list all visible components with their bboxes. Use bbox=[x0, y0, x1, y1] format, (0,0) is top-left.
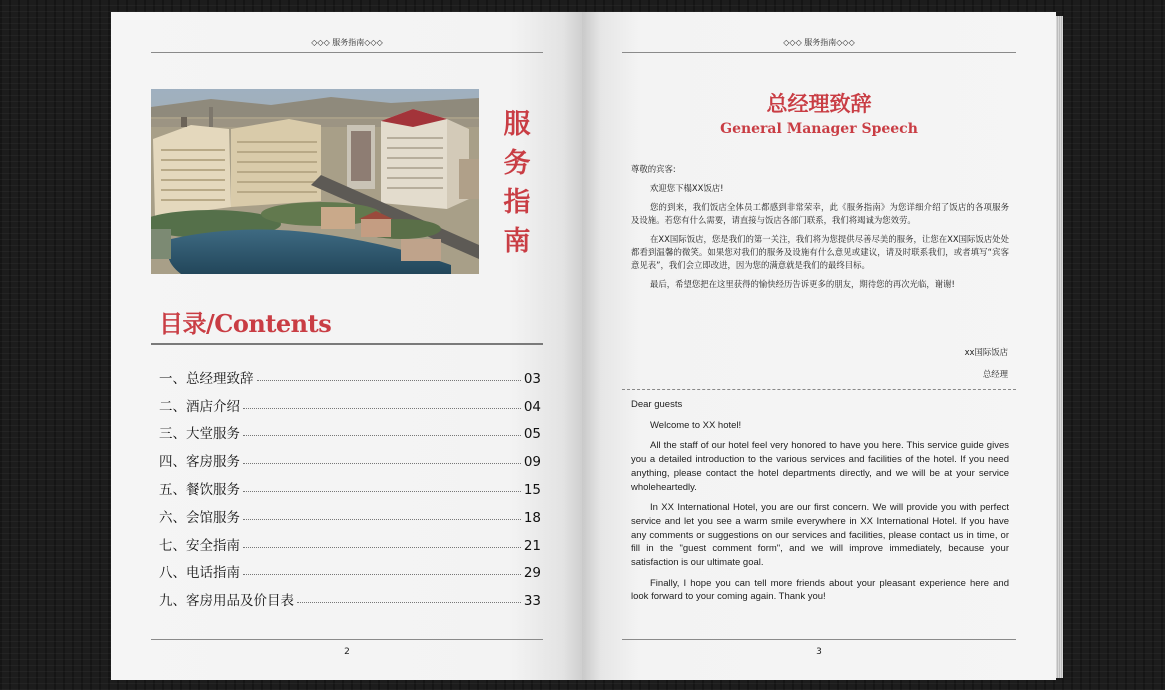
signature-org: xx国际饭店 bbox=[964, 347, 1008, 357]
en-greeting: Dear guests bbox=[631, 399, 683, 410]
speech-title-en: General Manager Speech bbox=[720, 121, 918, 137]
toc-leader bbox=[243, 547, 521, 548]
toc-entry[interactable] bbox=[159, 359, 541, 387]
toc-entry-label: 七、安全指南 bbox=[159, 537, 240, 554]
vertical-title-char: 服 bbox=[503, 109, 531, 140]
toc-entry-label: 六、会馆服务 bbox=[159, 509, 240, 526]
toc-entry-page: 04 bbox=[523, 398, 541, 415]
toc-entry-label: 二、酒店介绍 bbox=[159, 398, 240, 415]
vertical-title-char: 务 bbox=[503, 148, 531, 179]
header-rule-right bbox=[622, 52, 1016, 53]
toc-entry[interactable] bbox=[159, 581, 541, 609]
toc-leader bbox=[243, 519, 521, 520]
en-paragraph: All the staff of our hotel feel very honored to have you here. This service guide gives you a detailed introduction to the various services and facilities of the hotel. If you need anything, please contact the hotel departments directly, and we will be at your service wholeheartedly. bbox=[631, 440, 1009, 493]
running-head-right: ◇◇◇ 服务指南◇◇◇ bbox=[783, 38, 855, 47]
vertical-title-char: 南 bbox=[503, 226, 531, 257]
toc-entry[interactable] bbox=[159, 554, 541, 582]
hotel-aerial-image bbox=[151, 89, 479, 274]
footer-rule-right bbox=[622, 639, 1016, 640]
toc-entry-label: 八、电话指南 bbox=[159, 565, 240, 582]
hotel-photo bbox=[151, 89, 479, 274]
toc-leader bbox=[243, 435, 521, 436]
vertical-title bbox=[497, 105, 537, 261]
toc-entry-page: 21 bbox=[523, 537, 541, 554]
toc-entry[interactable] bbox=[159, 470, 541, 498]
toc-entry-page: 29 bbox=[523, 565, 541, 582]
running-head-left: ◇◇◇ 服务指南◇◇◇ bbox=[311, 38, 383, 47]
toc-entry-page: 09 bbox=[523, 454, 541, 471]
toc-entry-label: 五、餐饮服务 bbox=[159, 481, 240, 498]
page-number-left: 2 bbox=[344, 647, 350, 657]
toc-entry-page: 15 bbox=[523, 481, 541, 498]
cn-paragraph: 在XX国际饭店，您是我们的第一关注，我们将为您提供尽善尽美的服务，让您在XX国际饭店处处都看到温馨的微笑。如果您对我们的服务及设施有什么意见或建议，请及时联系我们，或者填写“宾客意见表”，我们会立即改进，因为您的满意就是我们的最终目标。 bbox=[631, 234, 1009, 270]
page-number-right: 3 bbox=[816, 647, 822, 657]
vertical-title-char: 指 bbox=[503, 187, 531, 218]
signature-role: 总经理 bbox=[982, 369, 1008, 379]
toc-entry[interactable] bbox=[159, 498, 541, 526]
cn-greeting: 尊敬的宾客: bbox=[631, 164, 676, 174]
open-book bbox=[111, 12, 1063, 680]
footer-rule-left bbox=[151, 639, 543, 640]
cn-paragraph: 欢迎您下榻XX饭店! bbox=[650, 183, 724, 193]
toc-heading: 目录/Contents bbox=[159, 309, 332, 338]
speech-title-cn: 总经理致辞 bbox=[766, 91, 872, 116]
toc-entry-label: 四、客房服务 bbox=[159, 454, 240, 471]
toc-entry-page: 05 bbox=[523, 426, 541, 443]
toc-entry[interactable] bbox=[159, 526, 541, 554]
toc-entry[interactable] bbox=[159, 442, 541, 470]
toc-entry[interactable] bbox=[159, 387, 541, 415]
speech-body-cn bbox=[631, 163, 1009, 297]
en-paragraph: Welcome to XX hotel! bbox=[650, 419, 742, 431]
speech-body-en bbox=[631, 398, 1009, 611]
toc-heading-rule bbox=[151, 343, 543, 345]
toc-leader bbox=[243, 463, 521, 464]
toc-entry-label: 三、大堂服务 bbox=[159, 426, 240, 443]
table-of-contents bbox=[159, 359, 541, 609]
toc-entry-page: 18 bbox=[523, 509, 541, 526]
page-stack-edge bbox=[1056, 16, 1063, 678]
toc-entry-page: 33 bbox=[523, 593, 541, 610]
cn-paragraph: 最后，希望您把在这里获得的愉快经历告诉更多的朋友，期待您的再次光临，谢谢! bbox=[650, 279, 955, 289]
section-divider bbox=[622, 389, 1016, 390]
cn-paragraph: 您的到来，我们饭店全体员工都感到非常荣幸，此《服务指南》为您详细介绍了饭店的各项服务及设施。若您有什么需要，请直接与饭店各部门联系，我们将竭诚为您效劳。 bbox=[631, 202, 1009, 225]
toc-entry-page: 03 bbox=[523, 370, 541, 387]
toc-leader bbox=[243, 491, 521, 492]
header-rule-left bbox=[151, 52, 543, 53]
toc-leader bbox=[243, 408, 521, 409]
toc-entry[interactable] bbox=[159, 415, 541, 443]
left-page bbox=[111, 12, 582, 680]
toc-entry-label: 九、客房用品及价目表 bbox=[159, 593, 294, 610]
right-page bbox=[582, 12, 1056, 680]
toc-leader bbox=[243, 574, 521, 575]
toc-leader bbox=[257, 380, 521, 381]
en-paragraph: Finally, I hope you can tell more friends about your pleasant experience here and look forward to your coming again. Thank you! bbox=[631, 577, 1009, 603]
en-paragraph: In XX International Hotel, you are our first concern. We will provide you with perfect service and let you see a warm smile everywhere in XX International Hotel. If you have any comments or suggestions on our services and facilities, please contact us in time, or fill in the "guest comment form", and we will improve immediately, because your satisfaction is our ultimate goal. bbox=[631, 502, 1009, 569]
toc-leader bbox=[297, 602, 521, 603]
toc-entry-label: 一、总经理致辞 bbox=[159, 370, 254, 387]
